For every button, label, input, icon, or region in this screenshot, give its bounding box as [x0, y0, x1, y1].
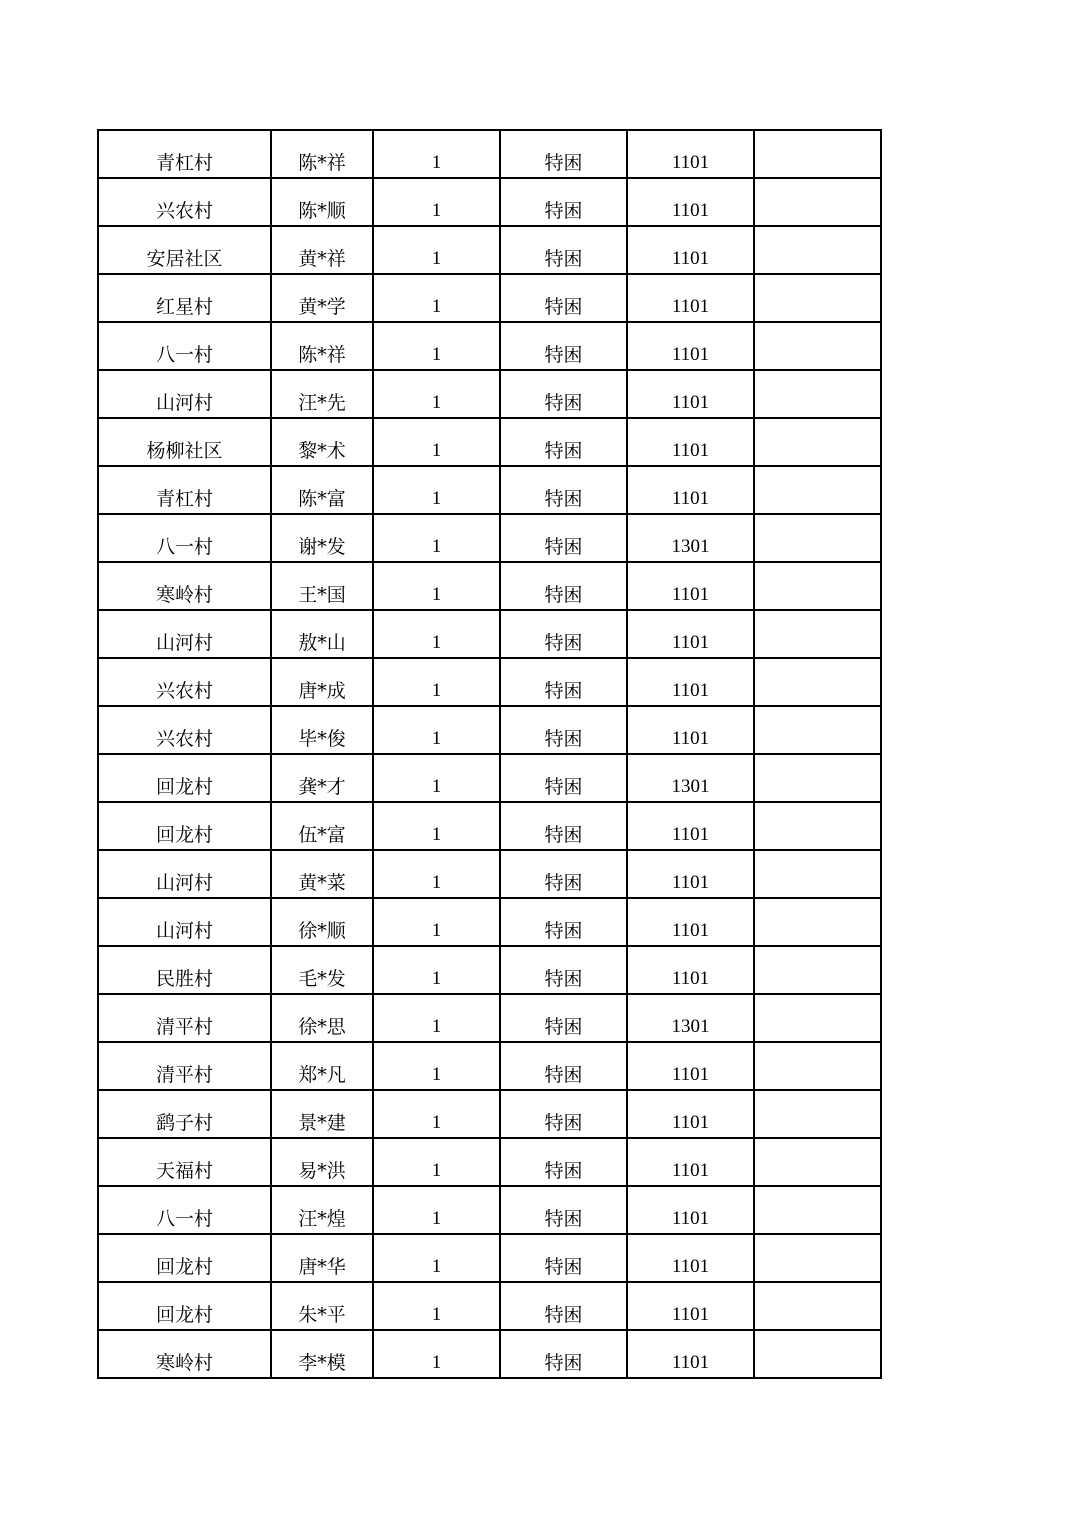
remark-cell: [754, 1090, 881, 1138]
village-cell: 天福村: [98, 1138, 271, 1186]
category-code-cell: 1101: [627, 322, 754, 370]
remark-cell: [754, 1234, 881, 1282]
remark-cell: [754, 946, 881, 994]
remark-cell: [754, 370, 881, 418]
table-row: [98, 130, 881, 178]
village-cell: 寒岭村: [98, 562, 271, 610]
remark-cell: [754, 226, 881, 274]
remark-cell: [754, 418, 881, 466]
category-code-cell: 1101: [627, 850, 754, 898]
household-count-cell: 1: [373, 802, 500, 850]
person-name-cell: 陈*祥: [271, 322, 373, 370]
category-code-cell: 1301: [627, 514, 754, 562]
assistance-type-cell: 特困: [500, 946, 627, 994]
table-row: [98, 1282, 881, 1330]
household-count-cell: 1: [373, 514, 500, 562]
household-count-cell: 1: [373, 1090, 500, 1138]
category-code-cell: 1301: [627, 754, 754, 802]
person-name-cell: 徐*顺: [271, 898, 373, 946]
table-row: [98, 178, 881, 226]
category-code-cell: 1101: [627, 898, 754, 946]
household-count-cell: 1: [373, 418, 500, 466]
remark-cell: [754, 1282, 881, 1330]
person-name-cell: 敖*山: [271, 610, 373, 658]
table-row: [98, 658, 881, 706]
category-code-cell: 1101: [627, 1090, 754, 1138]
village-cell: 回龙村: [98, 802, 271, 850]
remark-cell: [754, 802, 881, 850]
remark-cell: [754, 850, 881, 898]
remark-cell: [754, 514, 881, 562]
household-count-cell: 1: [373, 1186, 500, 1234]
remark-cell: [754, 706, 881, 754]
category-code-cell: 1101: [627, 1186, 754, 1234]
household-count-cell: 1: [373, 226, 500, 274]
remark-cell: [754, 898, 881, 946]
village-cell: 八一村: [98, 1186, 271, 1234]
assistance-type-cell: 特困: [500, 274, 627, 322]
category-code-cell: 1101: [627, 130, 754, 178]
remark-cell: [754, 1186, 881, 1234]
person-name-cell: 黄*学: [271, 274, 373, 322]
assistance-type-cell: 特困: [500, 706, 627, 754]
household-count-cell: 1: [373, 898, 500, 946]
remark-cell: [754, 466, 881, 514]
table-row: [98, 850, 881, 898]
remark-cell: [754, 178, 881, 226]
table-row: [98, 1138, 881, 1186]
category-code-cell: 1101: [627, 562, 754, 610]
village-cell: 八一村: [98, 514, 271, 562]
table-row: [98, 802, 881, 850]
table-row: [98, 1042, 881, 1090]
category-code-cell: 1101: [627, 274, 754, 322]
category-code-cell: 1101: [627, 178, 754, 226]
table-row: [98, 1186, 881, 1234]
assistance-type-cell: 特困: [500, 562, 627, 610]
table-row: [98, 514, 881, 562]
category-code-cell: 1101: [627, 802, 754, 850]
assistance-type-cell: 特困: [500, 178, 627, 226]
assistance-type-cell: 特困: [500, 1186, 627, 1234]
assistance-type-cell: 特困: [500, 610, 627, 658]
village-cell: 山河村: [98, 610, 271, 658]
category-code-cell: 1101: [627, 658, 754, 706]
assistance-type-cell: 特困: [500, 418, 627, 466]
person-name-cell: 徐*思: [271, 994, 373, 1042]
category-code-cell: 1101: [627, 706, 754, 754]
table-row: [98, 322, 881, 370]
person-name-cell: 陈*富: [271, 466, 373, 514]
household-count-cell: 1: [373, 370, 500, 418]
household-count-cell: 1: [373, 706, 500, 754]
household-count-cell: 1: [373, 754, 500, 802]
village-cell: 民胜村: [98, 946, 271, 994]
table-row: [98, 1234, 881, 1282]
person-name-cell: 景*建: [271, 1090, 373, 1138]
household-count-cell: 1: [373, 994, 500, 1042]
category-code-cell: 1101: [627, 1330, 754, 1378]
category-code-cell: 1101: [627, 370, 754, 418]
category-code-cell: 1101: [627, 610, 754, 658]
village-cell: 回龙村: [98, 1282, 271, 1330]
village-cell: 兴农村: [98, 178, 271, 226]
person-name-cell: 毕*俊: [271, 706, 373, 754]
person-name-cell: 陈*祥: [271, 130, 373, 178]
assistance-type-cell: 特困: [500, 1090, 627, 1138]
village-cell: 青杠村: [98, 466, 271, 514]
person-name-cell: 朱*平: [271, 1282, 373, 1330]
person-name-cell: 李*模: [271, 1330, 373, 1378]
table-row: [98, 898, 881, 946]
roster-sheet: [97, 129, 882, 1379]
person-name-cell: 伍*富: [271, 802, 373, 850]
table-row: [98, 754, 881, 802]
assistance-type-cell: 特困: [500, 994, 627, 1042]
table-row: [98, 1330, 881, 1378]
assistance-type-cell: 特困: [500, 1282, 627, 1330]
table-row: [98, 946, 881, 994]
remark-cell: [754, 610, 881, 658]
person-name-cell: 黄*菜: [271, 850, 373, 898]
household-count-cell: 1: [373, 1042, 500, 1090]
person-name-cell: 毛*发: [271, 946, 373, 994]
village-cell: 清平村: [98, 1042, 271, 1090]
table-row: [98, 466, 881, 514]
category-code-cell: 1301: [627, 994, 754, 1042]
remark-cell: [754, 754, 881, 802]
remark-cell: [754, 994, 881, 1042]
remark-cell: [754, 658, 881, 706]
table-row: [98, 562, 881, 610]
household-count-cell: 1: [373, 466, 500, 514]
household-count-cell: 1: [373, 322, 500, 370]
village-cell: 鹞子村: [98, 1090, 271, 1138]
remark-cell: [754, 274, 881, 322]
remark-cell: [754, 1042, 881, 1090]
assistance-type-cell: 特困: [500, 130, 627, 178]
household-count-cell: 1: [373, 178, 500, 226]
person-name-cell: 郑*凡: [271, 1042, 373, 1090]
roster-table-body: [98, 130, 881, 1378]
person-name-cell: 汪*先: [271, 370, 373, 418]
village-cell: 寒岭村: [98, 1330, 271, 1378]
remark-cell: [754, 1330, 881, 1378]
village-cell: 山河村: [98, 850, 271, 898]
village-cell: 兴农村: [98, 658, 271, 706]
category-code-cell: 1101: [627, 1282, 754, 1330]
assistance-type-cell: 特困: [500, 850, 627, 898]
remark-cell: [754, 562, 881, 610]
remark-cell: [754, 322, 881, 370]
village-cell: 山河村: [98, 898, 271, 946]
table-row: [98, 418, 881, 466]
assistance-type-cell: 特困: [500, 514, 627, 562]
table-row: [98, 706, 881, 754]
household-count-cell: 1: [373, 130, 500, 178]
household-count-cell: 1: [373, 946, 500, 994]
household-count-cell: 1: [373, 1330, 500, 1378]
assistance-type-cell: 特困: [500, 370, 627, 418]
assistance-type-cell: 特困: [500, 898, 627, 946]
assistance-type-cell: 特困: [500, 322, 627, 370]
category-code-cell: 1101: [627, 466, 754, 514]
village-cell: 回龙村: [98, 1234, 271, 1282]
assistance-type-cell: 特困: [500, 658, 627, 706]
household-count-cell: 1: [373, 610, 500, 658]
table-row: [98, 1090, 881, 1138]
person-name-cell: 王*国: [271, 562, 373, 610]
table-row: [98, 994, 881, 1042]
assistance-type-cell: 特困: [500, 802, 627, 850]
assistance-type-cell: 特困: [500, 226, 627, 274]
person-name-cell: 谢*发: [271, 514, 373, 562]
village-cell: 清平村: [98, 994, 271, 1042]
person-name-cell: 陈*顺: [271, 178, 373, 226]
village-cell: 青杠村: [98, 130, 271, 178]
remark-cell: [754, 130, 881, 178]
remark-cell: [754, 1138, 881, 1186]
household-count-cell: 1: [373, 1282, 500, 1330]
household-count-cell: 1: [373, 658, 500, 706]
table-row: [98, 610, 881, 658]
assistance-type-cell: 特困: [500, 466, 627, 514]
village-cell: 回龙村: [98, 754, 271, 802]
village-cell: 兴农村: [98, 706, 271, 754]
household-count-cell: 1: [373, 562, 500, 610]
village-cell: 山河村: [98, 370, 271, 418]
household-count-cell: 1: [373, 850, 500, 898]
assistance-type-cell: 特困: [500, 1042, 627, 1090]
household-count-cell: 1: [373, 1234, 500, 1282]
category-code-cell: 1101: [627, 946, 754, 994]
category-code-cell: 1101: [627, 1042, 754, 1090]
person-name-cell: 黎*术: [271, 418, 373, 466]
household-count-cell: 1: [373, 1138, 500, 1186]
person-name-cell: 龚*才: [271, 754, 373, 802]
category-code-cell: 1101: [627, 418, 754, 466]
table-row: [98, 370, 881, 418]
category-code-cell: 1101: [627, 1234, 754, 1282]
village-cell: 杨柳社区: [98, 418, 271, 466]
assistance-type-cell: 特困: [500, 754, 627, 802]
table-row: [98, 226, 881, 274]
category-code-cell: 1101: [627, 1138, 754, 1186]
person-name-cell: 唐*成: [271, 658, 373, 706]
person-name-cell: 易*洪: [271, 1138, 373, 1186]
village-cell: 安居社区: [98, 226, 271, 274]
assistance-type-cell: 特困: [500, 1234, 627, 1282]
table-row: [98, 274, 881, 322]
roster-table: [97, 129, 882, 1379]
village-cell: 八一村: [98, 322, 271, 370]
village-cell: 红星村: [98, 274, 271, 322]
person-name-cell: 汪*煌: [271, 1186, 373, 1234]
assistance-type-cell: 特困: [500, 1138, 627, 1186]
person-name-cell: 唐*华: [271, 1234, 373, 1282]
household-count-cell: 1: [373, 274, 500, 322]
assistance-type-cell: 特困: [500, 1330, 627, 1378]
category-code-cell: 1101: [627, 226, 754, 274]
person-name-cell: 黄*祥: [271, 226, 373, 274]
